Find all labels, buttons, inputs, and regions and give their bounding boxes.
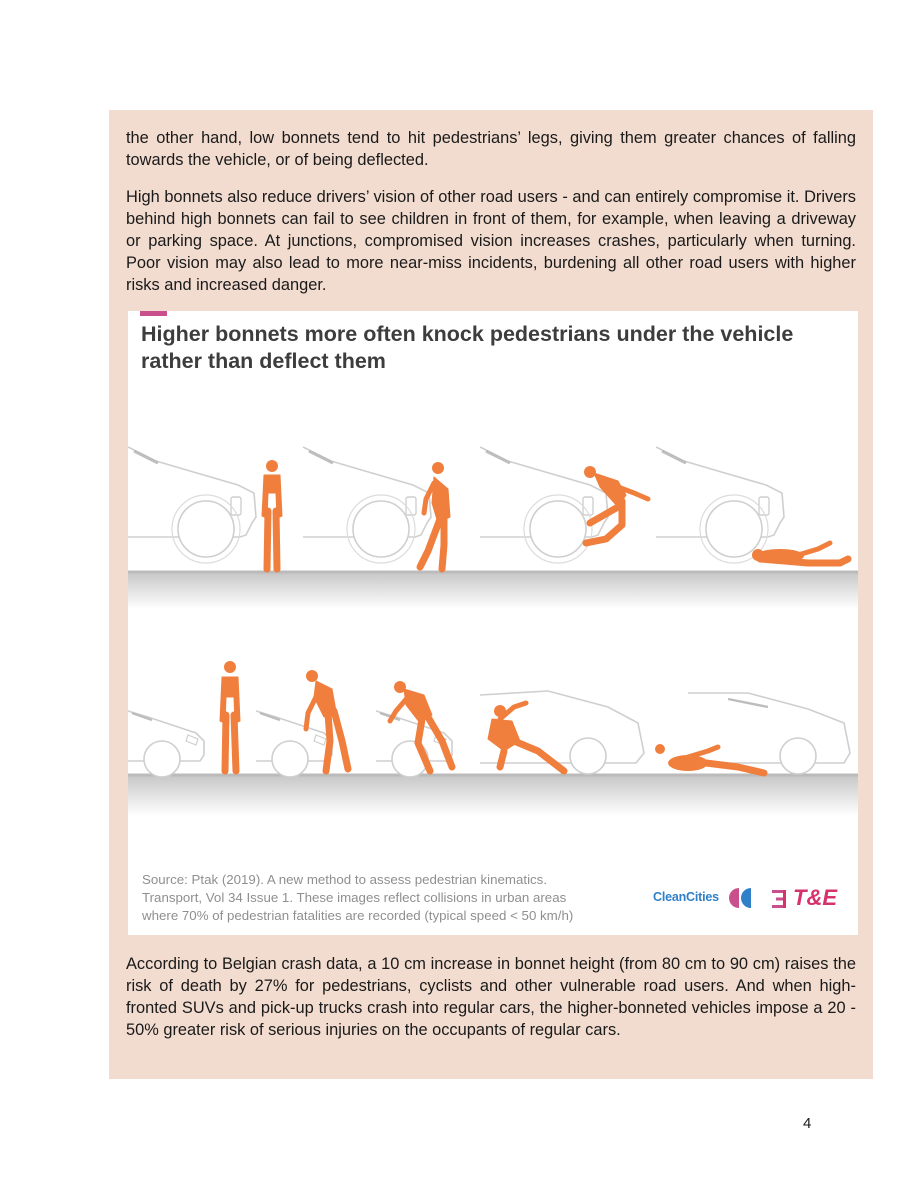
pedestrian-standing-top: [262, 460, 282, 569]
pedestrian-under-top: [752, 543, 848, 563]
figure-source: [142, 871, 642, 925]
clean-cities-mark-icon: [728, 887, 752, 909]
clean-cities-logo: CleanCities: [653, 890, 719, 904]
source-line-1: Source: Ptak (2019). A new method to assess pedestrian kinematics.: [142, 872, 548, 887]
pedestrian-kinematics-figure: [128, 311, 858, 935]
road-shade-top: [128, 573, 858, 609]
paragraph-2: High bonnets also reduce drivers’ vision of other road users - and can entirely compromise it. Drivers behind high bonnets can fail to see children in front of them, for example, when leaving a driveway or parking space. At junctions, compromised vision increases crashes, particularly when turning. Poor vision may also lead to more near-miss incidents, burdening all other road users with higher risks and increased danger.: [126, 188, 856, 294]
bottom-row-sedan-scene: [128, 661, 858, 816]
te-mark-icon: [770, 889, 788, 909]
source-line-2: Transport, Vol 34 Issue 1. These images reflect collisions in urban areas: [142, 890, 567, 905]
pedestrian-rolling-bottom: [488, 703, 564, 771]
page-number: 4: [803, 1115, 812, 1132]
pedestrian-bent-bottom: [306, 670, 348, 771]
pedestrian-standing-bottom: [220, 661, 240, 771]
figure-title-line-2: rather than deflect them: [141, 349, 386, 373]
suv-1: [128, 447, 256, 563]
sedan-2: [256, 711, 332, 777]
pedestrian-lying-bottom: [655, 744, 764, 773]
paragraph-3: According to Belgian crash data, a 10 cm increase in bonnet height (from 80 cm to 90 cm) raises the risk of death by 27% for pedestrians, cyclists and other vulnerable road users. And when high-fronted SUVs and pick-up trucks crash into regular cars, the higher-bonneted vehicles impose a 20 - 50% greater risk of serious injuries on the occupants of regular cars.: [126, 955, 856, 1039]
top-row-suv-scene: [128, 447, 858, 609]
source-line-3: where 70% of pedestrian fatalities are recorded (typical speed < 50 km/h): [142, 908, 574, 923]
suv-2: [303, 447, 431, 563]
road-shade-bottom: [128, 776, 858, 816]
suv-4: [656, 447, 784, 563]
paragraph-1: the other hand, low bonnets tend to hit pedestrians’ legs, giving them greater chances of falling towards the vehicle, or of being deflected.: [126, 129, 856, 169]
collision-illustration: [128, 311, 858, 871]
pedestrian-hit-top: [420, 462, 450, 569]
sedan-1: [128, 711, 204, 777]
figure-title-line-1: Higher bonnets more often knock pedestrians under the vehicle: [141, 322, 794, 346]
te-logo: T&E: [793, 885, 837, 910]
